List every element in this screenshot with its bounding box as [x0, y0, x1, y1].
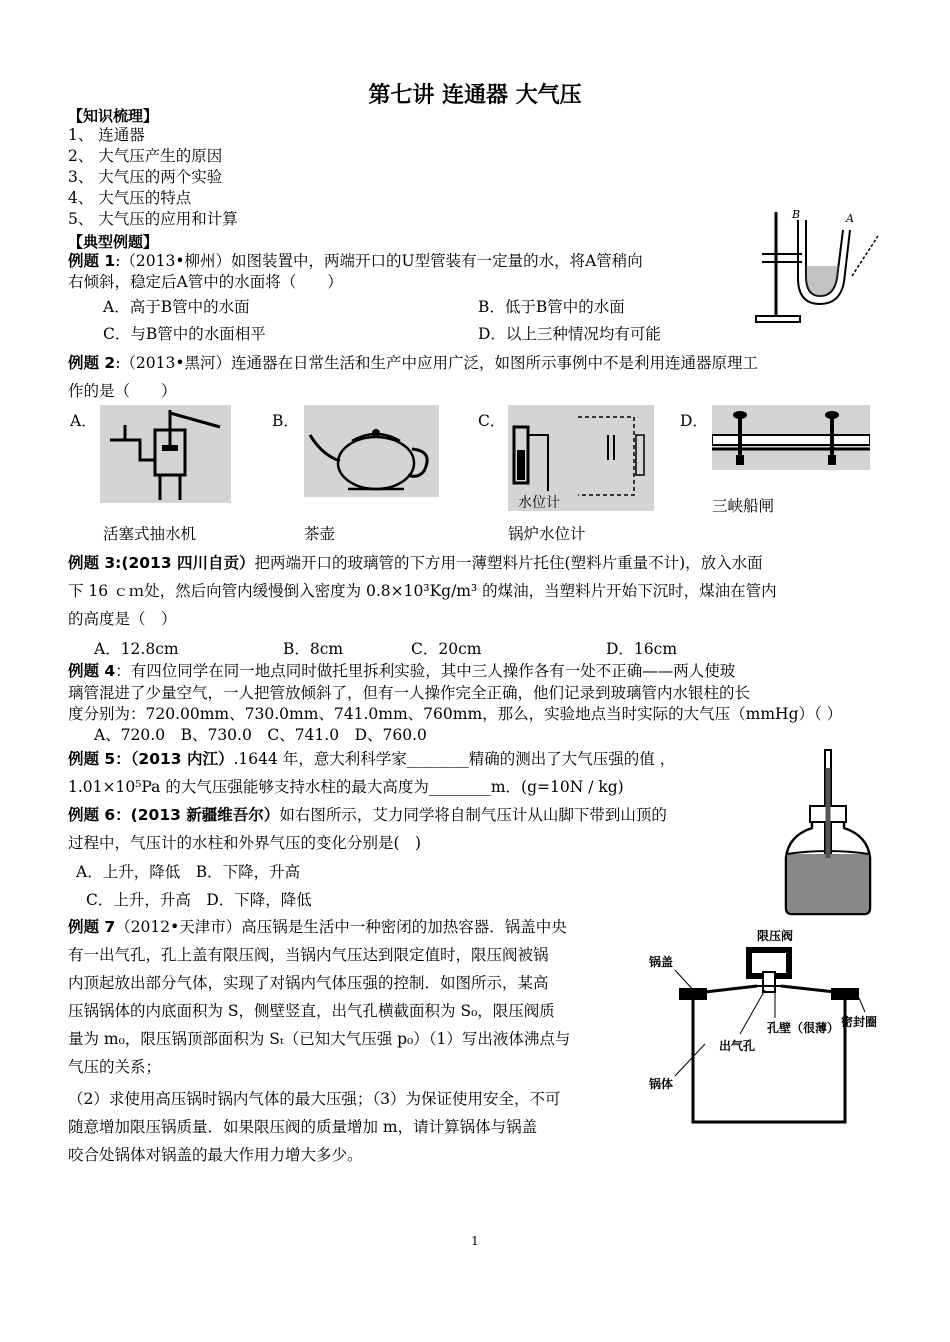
- ex1-line2: 右倾斜，稳定后A管中的水面将（ ）: [68, 273, 343, 291]
- ex2-letter-a: A．: [70, 412, 97, 430]
- ex7-line2: 有一出气孔，孔上盖有限压阀，当锅内气压达到限定值时，限压阀被锅: [68, 946, 549, 964]
- ex4-line1: 例题 4：有四位同学在同一地点同时做托里拆利实验，其中三人操作各有一处不正确——两人使玻: [68, 662, 736, 680]
- ex6-line1: 例题 6：(2013 新疆维吾尔）如右图所示，艾力同学将自制气压计从山脚下带到山顶的: [68, 806, 667, 824]
- ex7-line1: 例题 7（2012•天津市）高压锅是生活中一种密闭的加热容器．锅盖中央: [68, 918, 567, 936]
- barometer-bottle-figure: [780, 748, 876, 916]
- label-body: 锅体: [649, 1077, 674, 1091]
- ex4-options: A、720.0 B、730.0 C、741.0 D、760.0: [94, 726, 427, 744]
- examples-heading: 【典型例题】: [68, 233, 159, 251]
- ex5-line1: 例题 5：（2013 内江）.1644 年，意大利科学家________精确的测出了大气压强的值 ，: [68, 750, 676, 768]
- knowledge-item: 5、 大气压的应用和计算: [68, 210, 238, 228]
- knowledge-item: 3、 大气压的两个实验: [68, 168, 223, 186]
- caption-teapot: 茶壶: [304, 525, 336, 543]
- ex2-line1: 例题 2:（2013•黑河）连通器在日常生活和生产中应用广泛，如图所示事例中不是利用连通器原理工: [68, 354, 759, 372]
- ex2-letter-c: C．: [478, 412, 506, 430]
- label-wall: 孔壁（很薄）: [767, 1021, 840, 1035]
- ex7-line7: （2）求使用高压锅时锅内气体的最大压强；（3）为保证使用安全，不可: [68, 1090, 561, 1108]
- ex3-option-a: A．12.8cm: [94, 640, 179, 658]
- ship-lock-image: [712, 405, 870, 470]
- pump-image: [100, 405, 231, 503]
- ex6-options-2: C．上升，升高 D．下降，降低: [86, 891, 312, 909]
- fig-label-b: B: [792, 208, 801, 221]
- ex2-letter-d: D．: [680, 412, 708, 430]
- knowledge-item: 1、 连通器: [68, 126, 145, 144]
- ex5-label: 例题 5：（2013 内江）: [68, 750, 234, 768]
- ex1-option-d: D．以上三种情况均有可能: [478, 325, 661, 343]
- ex4-line3: 度分别为：720.00mm、730.0mm、741.0mm、760mm，那么，实验地点当时实际的大气压（mmHg）（ ）: [68, 705, 843, 723]
- ex6-options-1: A．上升，降低 B．下降，升高: [76, 863, 301, 881]
- ex3-option-b: B．8cm: [283, 640, 344, 658]
- page-number: 1: [471, 1234, 479, 1248]
- ex7-line9: 咬合处锅体对锅盖的最大作用力增大多少。: [68, 1146, 363, 1164]
- ex7-line3: 内顶起放出部分气体，实现了对锅内气体压强的控制．如图所示，某高: [68, 974, 549, 992]
- page-title: 第七讲 连通器 大气压: [368, 83, 582, 108]
- ex3-line2: 下 16 ｃｍ处，然后向管内缓慢倒入密度为 0.8×10³Kg/m³ 的煤油，当塑料片开始下沉时，煤油在管内: [68, 582, 777, 600]
- label-valve: 限压阀: [757, 929, 794, 943]
- ex6-line2: 过程中，气压计的水柱和外界气压的变化分别是( ): [68, 834, 422, 852]
- label-lid: 锅盖: [649, 955, 674, 969]
- ex1-option-a: A．高于B管中的水面: [103, 298, 250, 316]
- knowledge-item: 2、 大气压产生的原因: [68, 147, 223, 165]
- caption-boiler: 锅炉水位计: [508, 525, 586, 543]
- ex2-line2: 作的是（ ）: [68, 382, 177, 400]
- ex3-option-d: D．16cm: [606, 640, 678, 658]
- label-hole: 出气孔: [719, 1039, 756, 1053]
- ex3-line1: 例题 3:(2013 四川自贡）把两端开口的玻璃管的下方用一薄塑料片托住(塑料片重量不计)，放入水面: [68, 554, 763, 572]
- water-gauge-label: 水位计: [518, 495, 560, 511]
- ex4-line2: 璃管混进了少量空气，一人把管放倾斜了，但有一人操作完全正确，他们记录到玻璃管内水银柱的长: [68, 684, 751, 702]
- ex7-line5: 量为 m₀，限压锅顶部面积为 Sₜ（已知大气压强 p₀）（1）写出液体沸点与: [68, 1030, 571, 1048]
- ex6-label: 例题 6：(2013 新疆维吾尔）: [68, 806, 280, 824]
- ex1-label: 例题 1: [68, 252, 116, 270]
- ex4-label: 例题 4: [68, 662, 116, 680]
- ex5-line2: 1.01×10⁵Pa 的大气压强能够支持水柱的最大高度为________m．(g=10N / kg): [68, 778, 624, 796]
- ex2-letter-b: B．: [272, 412, 299, 430]
- teapot-image: [304, 405, 439, 497]
- ex7-line6: 气压的关系；: [68, 1058, 162, 1076]
- knowledge-heading: 【知识梳理】: [68, 107, 159, 125]
- ex1-option-c: C．与B管中的水面相平: [103, 325, 266, 343]
- ex7-line8: 随意增加限压锅质量．如果限压阀的质量增加 m，请计算锅体与锅盖: [68, 1118, 538, 1136]
- knowledge-item: 4、 大气压的特点: [68, 189, 192, 207]
- caption-pump: 活塞式抽水机: [103, 525, 197, 543]
- caption-ship-lock: 三峡船闸: [712, 497, 775, 515]
- ex1-line1: 例题 1:（2013•柳州）如图装置中，两端开口的U型管装有一定量的水，将A管稍向: [68, 252, 643, 270]
- ex1-option-b: B．低于B管中的水面: [478, 298, 625, 316]
- pressure-cooker-figure: [645, 922, 885, 1130]
- ex2-label: 例题 2: [68, 354, 116, 372]
- fig-label-a: A: [846, 212, 854, 225]
- ex3-option-c: C．20cm: [411, 640, 482, 658]
- u-tube-figure: [752, 206, 882, 328]
- boiler-gauge-image: [508, 405, 654, 511]
- ex7-label: 例题 7: [68, 918, 116, 936]
- label-seal: 密封圈: [841, 1015, 878, 1029]
- ex3-line3: 的高度是（ ）: [68, 610, 177, 628]
- ex7-line4: 压锅锅体的内底面积为 S，侧壁竖直，出气孔横截面积为 S₀，限压阀质: [68, 1002, 555, 1020]
- ex3-label: 例题 3:(2013 四川自贡）: [68, 554, 255, 572]
